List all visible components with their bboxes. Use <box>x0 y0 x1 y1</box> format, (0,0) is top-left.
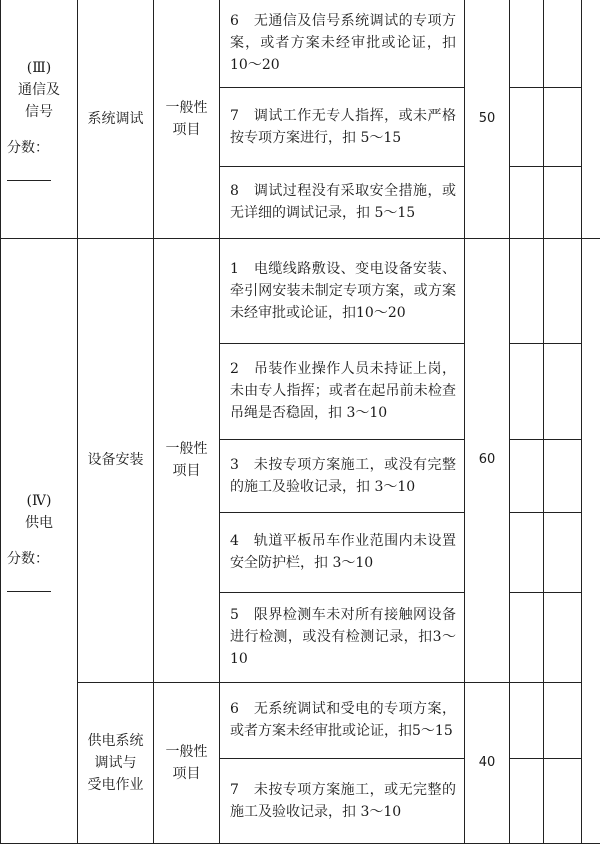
criterion-6: 6 无通信及信号系统调试的专项方案，或者方案未经审批或论证，扣10～20 <box>220 0 465 87</box>
item-line2: 调试与 <box>78 752 153 774</box>
criterion-2: 2 吊装作业操作人员未持证上岗，未由专人指挥；或者在起吊前未检查吊绳是否稳固，扣 3～10 <box>220 343 465 439</box>
score-label: 分数： <box>7 140 49 156</box>
points-cell: 60 <box>465 238 510 682</box>
section-iii-cell <box>1 0 78 238</box>
table-row <box>1 0 600 87</box>
table-row <box>1 238 600 343</box>
section-iv-title: 供电 <box>1 512 77 534</box>
criterion-4: 4 轨道平板吊车作业范围内未设置安全防护栏，扣 3～10 <box>220 512 465 592</box>
criterion-8: 8 调试过程没有采取安全措施，或无详细的调试记录，扣 5～15 <box>220 166 465 238</box>
item-cell <box>78 682 154 843</box>
item-cell: 设备安装 <box>78 238 154 682</box>
item-type-line2: 项目 <box>154 460 219 482</box>
criterion-6: 6 无系统调试和受电的专项方案，或者方案未经审批或论证，扣5～15 <box>220 682 465 758</box>
item-type-line1: 一般性 <box>154 741 219 763</box>
score-cell[interactable] <box>582 0 600 238</box>
section-iii-score <box>1 137 77 181</box>
section-iv-cell <box>1 238 78 843</box>
item-type-line2: 项目 <box>154 763 219 785</box>
deduction-cell[interactable] <box>510 0 544 87</box>
score-label: 分数： <box>7 551 49 567</box>
criterion-7: 7 未按专项方案施工，或无完整的施工及验收记录，扣 3～10 <box>220 758 465 843</box>
criterion-1: 1 电缆线路敷设、变电设备安装、牵引网安装未制定专项方案，或方案未经审批或论证，扣10～20 <box>220 238 465 343</box>
criterion-5: 5 限界检测车未对所有接触网设备进行检测，或没有检测记录，扣3～10 <box>220 592 465 682</box>
remark-cell[interactable] <box>544 87 582 166</box>
section-iv-number: (Ⅳ) <box>1 490 77 512</box>
item-type-line1: 一般性 <box>154 97 219 119</box>
criterion-7: 7 调试工作无专人指挥，或未严格按专项方案进行，扣 5～15 <box>220 87 465 166</box>
item-type-line1: 一般性 <box>154 438 219 460</box>
section-iv-score <box>1 548 77 592</box>
deduction-cell[interactable] <box>510 758 544 843</box>
item-type-line2: 项目 <box>154 119 219 141</box>
remark-cell[interactable] <box>544 592 582 682</box>
remark-cell[interactable] <box>544 682 582 758</box>
section-iii-number: (Ⅲ) <box>1 57 77 79</box>
score-blank[interactable] <box>7 164 51 181</box>
deduction-cell[interactable] <box>510 87 544 166</box>
remark-cell[interactable] <box>544 512 582 592</box>
deduction-cell[interactable] <box>510 343 544 439</box>
score-blank[interactable] <box>7 575 51 592</box>
deduction-cell[interactable] <box>510 512 544 592</box>
points-cell: 50 <box>465 0 510 238</box>
deduction-cell[interactable] <box>510 439 544 512</box>
item-line1: 供电系统 <box>78 730 153 752</box>
deduction-cell[interactable] <box>510 238 544 343</box>
points-cell: 40 <box>465 682 510 843</box>
item-type-cell <box>154 0 220 238</box>
table-row <box>1 682 600 758</box>
section-iii-title-line1: 通信及 <box>1 79 77 101</box>
remark-cell[interactable] <box>544 439 582 512</box>
deduction-cell[interactable] <box>510 592 544 682</box>
remark-cell[interactable] <box>544 343 582 439</box>
remark-cell[interactable] <box>544 758 582 843</box>
deduction-cell[interactable] <box>510 682 544 758</box>
remark-cell[interactable] <box>544 166 582 238</box>
item-type-cell <box>154 682 220 843</box>
item-type-cell <box>154 238 220 682</box>
item-line3: 受电作业 <box>78 774 153 796</box>
remark-cell[interactable] <box>544 238 582 343</box>
remark-cell[interactable] <box>544 0 582 87</box>
item-cell: 系统调试 <box>78 0 154 238</box>
criterion-3: 3 未按专项方案施工，或没有完整的施工及验收记录，扣 3～10 <box>220 439 465 512</box>
score-cell[interactable] <box>582 238 600 843</box>
deduction-cell[interactable] <box>510 166 544 238</box>
section-iii-title-line2: 信号 <box>1 101 77 123</box>
